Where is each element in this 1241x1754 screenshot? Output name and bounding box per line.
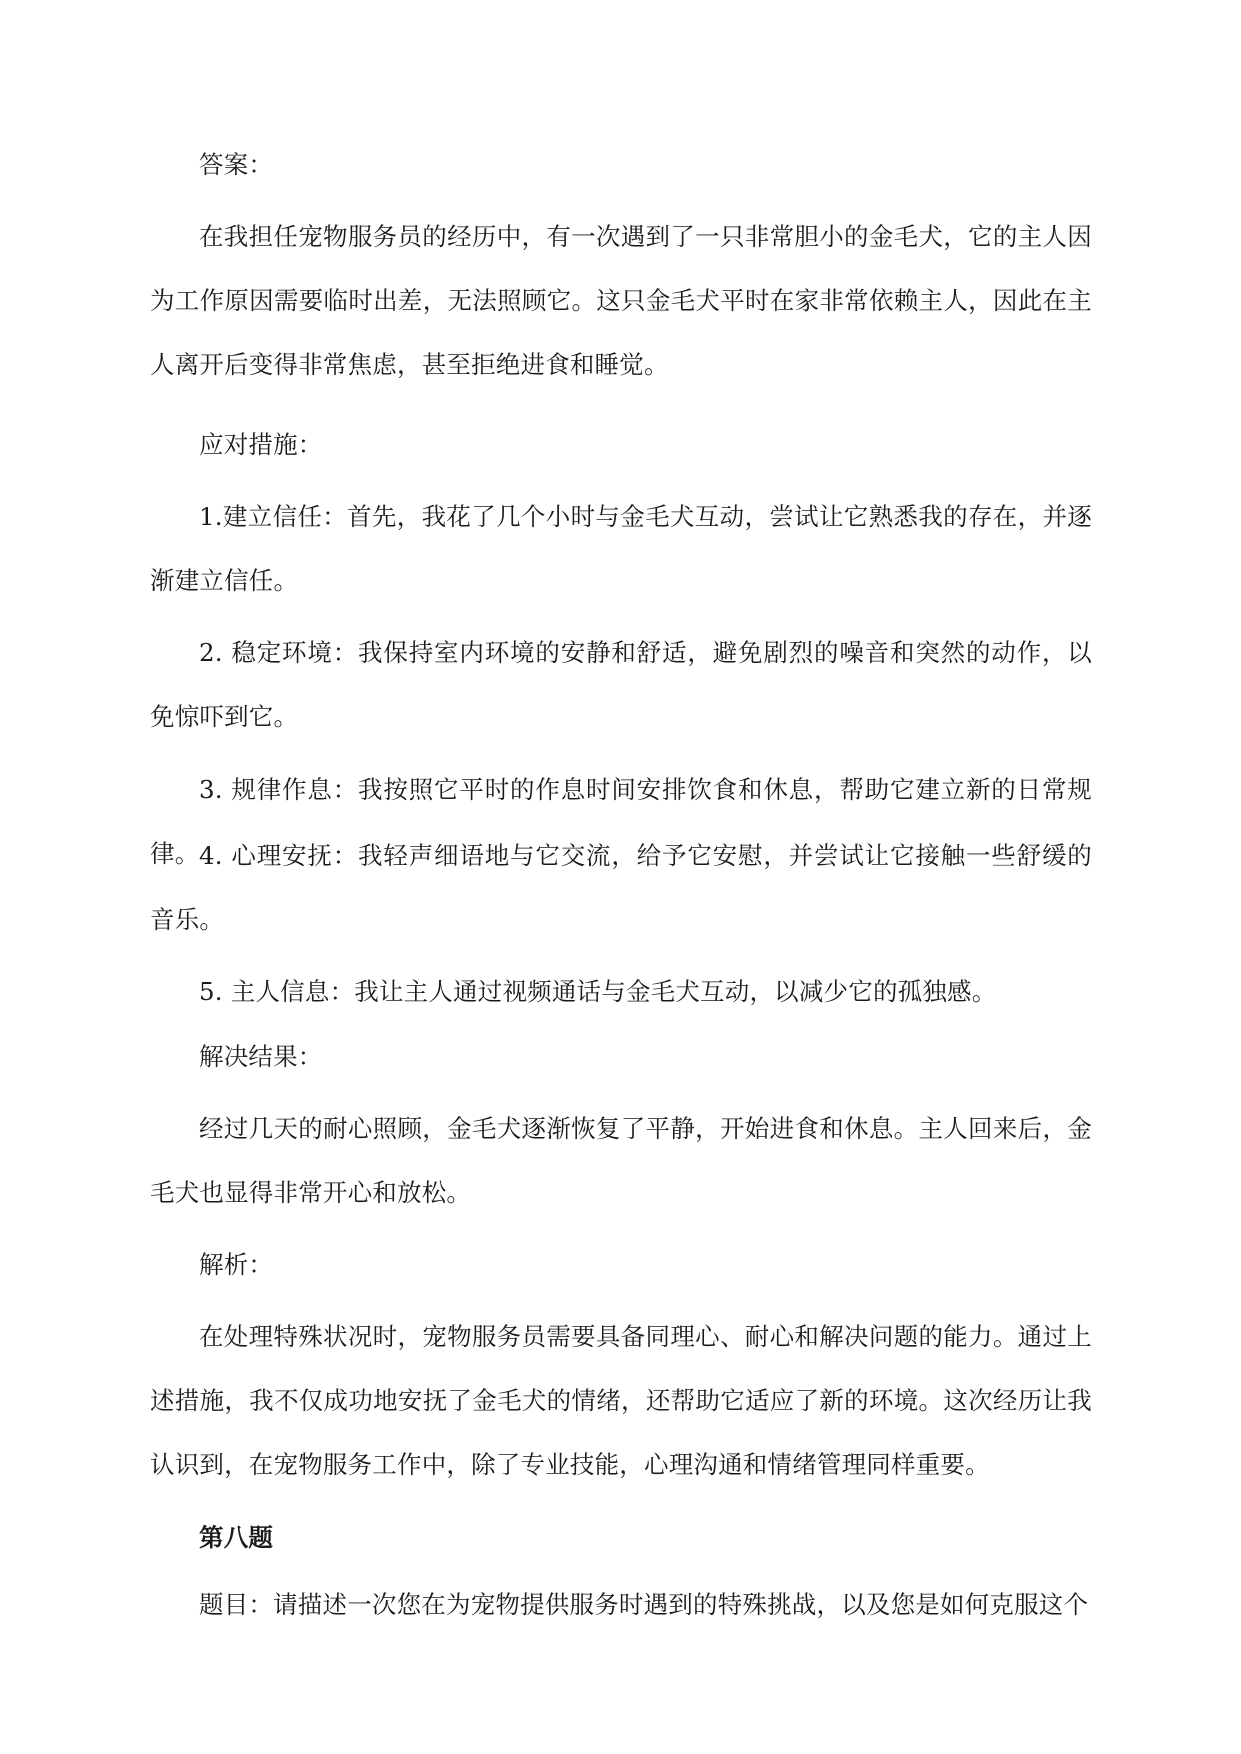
measure-item-5: 5. 主人信息：我让主人通过视频通话与金毛犬互动，以减少它的孤独感。 bbox=[199, 977, 997, 1006]
question-8-heading: 第八题 bbox=[199, 1523, 274, 1552]
question-8-prompt: 题目：请描述一次您在为宠物提供服务时遇到的特殊挑战，以及您是如何克服这个 bbox=[199, 1590, 1089, 1619]
analysis-paragraph: 在处理特殊状况时，宠物服务员需要具备同理心、耐心和解决问题的能力。通过上述措施，我不仅成功地安抚了金毛犬的情绪，还帮助它适应了新的环境。这次经历让我认识到，在宠物服务工作中，除了专业技能，心理沟通和情绪管理同样重要。 bbox=[150, 1322, 1092, 1479]
result-label: 解决结果： bbox=[199, 1042, 323, 1071]
measure-item-3: 3. 规律作息：我按照它平时的作息时间安排饮食和休息，帮助它建立新的日常规律。 bbox=[150, 775, 1092, 868]
result-paragraph: 经过几天的耐心照顾，金毛犬逐渐恢复了平静，开始进食和休息。主人回来后，金毛犬也显得非常开心和放松。 bbox=[150, 1114, 1092, 1207]
measure-item-1: 1.建立信任：首先，我花了几个小时与金毛犬互动，尝试让它熟悉我的存在，并逐渐建立信任。 bbox=[150, 502, 1092, 595]
measure-item-2: 2. 稳定环境：我保持室内环境的安静和舒适，避免剧烈的噪音和突然的动作，以免惊吓到它。 bbox=[150, 638, 1092, 731]
story-paragraph: 在我担任宠物服务员的经历中，有一次遇到了一只非常胆小的金毛犬，它的主人因为工作原因需要临时出差，无法照顾它。这只金毛犬平时在家非常依赖主人，因此在主人离开后变得非常焦虑，甚至拒绝进食和睡觉。 bbox=[150, 222, 1092, 379]
measure-item-4: 4. 心理安抚：我轻声细语地与它交流，给予它安慰，并尝试让它接触一些舒缓的音乐。 bbox=[150, 841, 1092, 934]
answer-label: 答案： bbox=[199, 150, 274, 179]
analysis-label: 解析： bbox=[199, 1250, 274, 1279]
measures-label: 应对措施： bbox=[199, 430, 323, 459]
